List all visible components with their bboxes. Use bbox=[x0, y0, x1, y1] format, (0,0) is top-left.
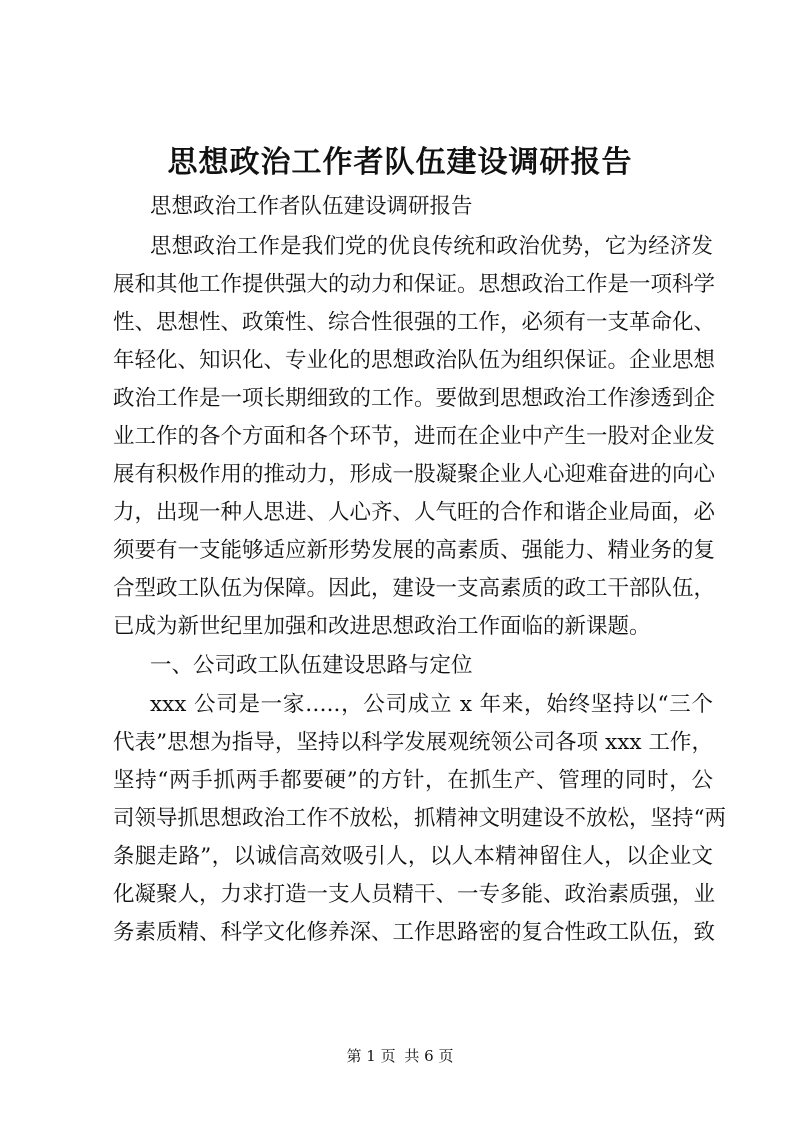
body-line: 合型政工队伍为保障。因此，建设一支高素质的政工干部队伍， bbox=[113, 576, 716, 601]
body-line: 已成为新世纪里加强和改进思想政治工作面临的新课题。 bbox=[113, 614, 651, 639]
section-heading: 一、公司政工队伍建设思路与定位 bbox=[150, 653, 473, 678]
body-line: 展有积极作用的推动力，形成一股凝聚企业人心迎难奋进的向心 bbox=[113, 462, 716, 487]
body-line: xxx 公司是一家…..，公司成立 x 年来，始终坚持以“三个 bbox=[150, 692, 713, 717]
body-line: 政治工作是一项长期细致的工作。要做到思想政治工作渗透到企 bbox=[113, 386, 716, 411]
body-line: 性、思想性、政策性、综合性很强的工作，必须有一支革命化、 bbox=[113, 310, 716, 335]
body-line: 条腿走路”，以诚信高效吸引人，以人本精神留住人，以企业文 bbox=[113, 844, 713, 869]
page-footer bbox=[0, 1046, 800, 1066]
body-line: 力，出现一种人思进、人心齐、人气旺的合作和谐企业局面，必 bbox=[113, 500, 716, 525]
body-line: 展和其他工作提供强大的动力和保证。思想政治工作是一项科学 bbox=[113, 272, 716, 297]
body-line: 思想政治工作是我们党的优良传统和政治优势，它为经济发 bbox=[150, 234, 713, 259]
body-line: 年轻化、知识化、专业化的思想政治队伍为组织保证。企业思想 bbox=[113, 348, 716, 373]
page-total: 共 6 页 bbox=[404, 1047, 454, 1065]
body-line: 司领导抓思想政治工作不放松，抓精神文明建设不放松，坚持“两 bbox=[113, 806, 726, 831]
document-title: 思想政治工作者队伍建设调研报告 bbox=[167, 145, 633, 180]
body-line: 务素质精、科学文化修养深、工作思路密的复合性政工队伍，致 bbox=[113, 920, 716, 945]
page-number: 第 1 页 bbox=[346, 1047, 396, 1065]
body-line: 坚持“两手抓两手都要硬”的方针，在抓生产、管理的同时，公 bbox=[113, 768, 713, 793]
body-line: 须要有一支能够适应新形势发展的高素质、强能力、精业务的复 bbox=[113, 538, 716, 563]
body-line: 代表”思想为指导，坚持以科学发展观统领公司各项 xxx 工作， bbox=[113, 730, 713, 755]
body-line: 业工作的各个方面和各个环节，进而在企业中产生一股对企业发 bbox=[113, 424, 716, 449]
subtitle-line: 思想政治工作者队伍建设调研报告 bbox=[150, 194, 473, 219]
body-line: 化凝聚人，力求打造一支人员精干、一专多能、政治素质强，业 bbox=[113, 882, 716, 907]
